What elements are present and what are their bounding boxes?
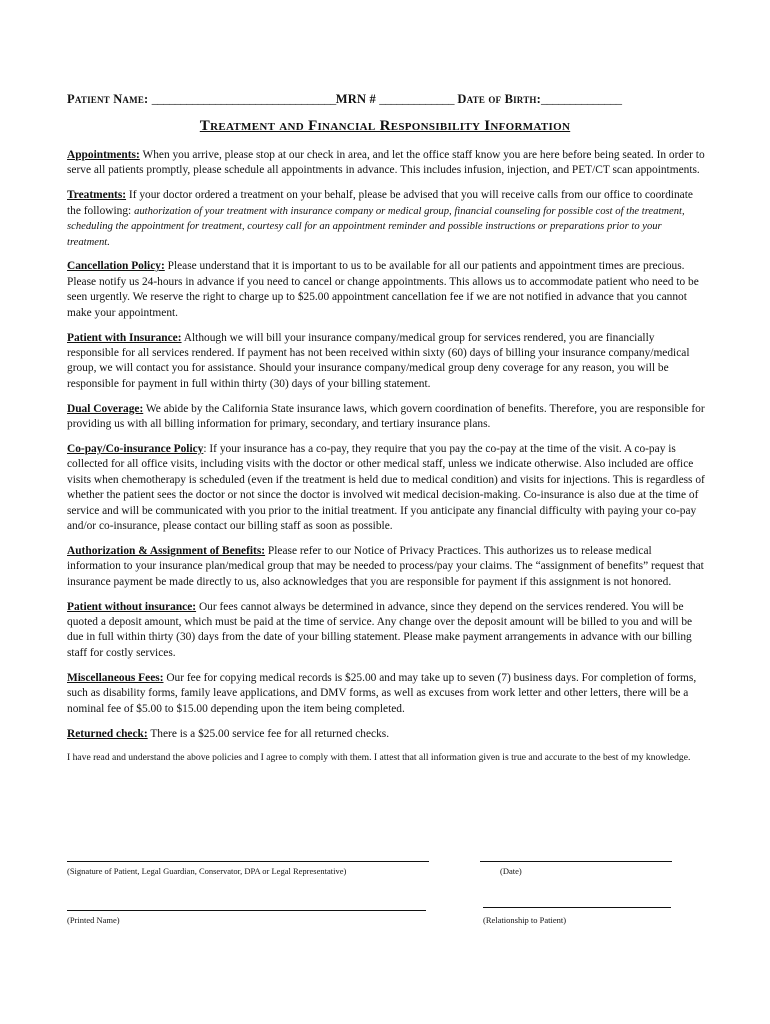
patient-info-header bbox=[67, 92, 707, 107]
treatments-italic-text: authorization of your treatment with insurance company or medical group, financial counseling for possible cost of the treatment, scheduling the appointment for treatment, courtesy call for an appointment reminder and possible instructions or preparations prior to your treatment. bbox=[67, 205, 685, 248]
dual-coverage-heading: Dual Coverage: bbox=[67, 402, 144, 415]
relationship-label: (Relationship to Patient) bbox=[483, 915, 567, 925]
copay-text: : If your insurance has a co-pay, they require that you pay the co-pay at the time of the visit. A co-pay is collected for all office visits, including visits with the doctor or other medical staff, unless we indicate otherwise. Also included are office visits when chemotherapy is scheduled (even if the treatment is held due to medical condition) and visits for injections. This is regardless of whether the patient sees the doctor or not since the doctor is involved wit medical decision-making. Co-insurance is also due at the time of service and will be communicated with you prior to the initial treatment. If you anticipate any financial difficulty with paying your co-pay and/or co-insurance, please contact our billing staff as soon as possible. bbox=[67, 443, 705, 533]
returned-check-section bbox=[67, 727, 705, 742]
patient-name-field[interactable]: ________________________________ bbox=[151, 92, 336, 106]
treatments-heading: Treatments: bbox=[67, 189, 127, 202]
copay-section bbox=[67, 442, 705, 534]
date-of-birth-label: Date of Birth: bbox=[457, 92, 541, 106]
cancellation-section bbox=[67, 259, 705, 321]
without-insurance-section bbox=[67, 600, 705, 662]
document-title: Treatment and Financial Responsibility Information bbox=[199, 118, 571, 134]
copay-heading: Co-pay/Co-insurance Policy bbox=[67, 443, 204, 455]
misc-fees-heading: Miscellaneous Fees: bbox=[67, 671, 164, 684]
patient-name-label: Patient Name: bbox=[67, 92, 149, 106]
signature-line[interactable] bbox=[67, 861, 429, 862]
treatments-section bbox=[67, 188, 705, 250]
date-label: (Date) bbox=[500, 866, 522, 876]
returned-check-heading: Returned check: bbox=[67, 727, 148, 740]
cancellation-text: Please understand that it is important to us to be available for all our patients and appointment times are precious. Please notify us 24-hours in advance if you need to cancel or change appointments. This allows us to accommodate patient who need to be seen urgently. We reserve the right to charge up to $25.00 appointment cancellation fee if we are not notified in advance that you cannot make your appointment. bbox=[67, 260, 699, 319]
appointments-text: When you arrive, please stop at our check in area, and let the office staff know you are here before being seated. In order to serve all patients promptly, please schedule all appointments in advance. This includes infusion, injection, and PET/CT scan appointments. bbox=[67, 149, 705, 177]
without-insurance-heading: Patient without insurance: bbox=[67, 600, 197, 613]
authorization-heading: Authorization & Assignment of Benefits: bbox=[67, 544, 266, 557]
misc-fees-section bbox=[67, 671, 705, 717]
without-insurance-text: Our fees cannot always be determined in advance, since they depend on the services rendered. You will be quoted a deposit amount, which must be paid at the time of service. Any change over the deposit amount will be billed to you and will be due in full within thirty (30) days from the date of your billing statement. Please make payment arrangements in advance with our billing staff for costly services. bbox=[67, 600, 693, 659]
appointments-heading: Appointments: bbox=[67, 149, 140, 161]
relationship-line[interactable] bbox=[483, 907, 671, 908]
printed-name-label: (Printed Name) bbox=[67, 915, 120, 925]
appointments-section bbox=[67, 148, 705, 179]
treatments-text: If your doctor ordered a treatment on your behalf, please be advised that you will receive calls from our office to coordinate the following: bbox=[67, 189, 693, 217]
policy-content bbox=[67, 148, 705, 775]
cancellation-heading: Cancellation Policy: bbox=[67, 260, 165, 273]
dual-coverage-section bbox=[67, 402, 705, 433]
printed-name-line[interactable] bbox=[67, 910, 426, 911]
date-of-birth-field[interactable]: ______________ bbox=[540, 92, 622, 106]
acknowledgement-statement: I have read and understand the above policies and I agree to comply with them. I attest that all information given is true and accurate to the best of my knowledge. bbox=[67, 752, 691, 764]
returned-check-text: There is a $25.00 service fee for all returned checks. bbox=[147, 727, 390, 740]
authorization-text: Please refer to our Notice of Privacy Practices. This authorizes us to release medical information to your insurance plan/medical group that may be needed to process/pay your claims. The “assignment of benefits” request that insurance payment be made directly to us, also acknowledges that you are responsible for payment if this assignment is not honored. bbox=[67, 544, 704, 588]
dual-coverage-text: We abide by the California State insurance laws, which govern coordination of benefits. Therefore, you are responsible for providing us with all billing information for primary, secondary, and tertiary insurance plans. bbox=[67, 402, 705, 431]
signature-label: (Signature of Patient, Legal Guardian, Conservator, DPA or Legal Representative) bbox=[67, 866, 347, 876]
mrn-field[interactable]: _____________ bbox=[379, 92, 455, 106]
with-insurance-section bbox=[67, 331, 705, 393]
mrn-label: MRN # bbox=[335, 92, 376, 106]
authorization-section bbox=[67, 544, 705, 590]
misc-fees-text: Our fee for copying medical records is $25.00 and may take up to seven (7) business days. For completion of forms, such as disability forms, family leave applications, and DMV forms, as well as excuses from work letter and other letters, there will be a nominal fee of $5.00 to $15.00 depending upon the item being completed. bbox=[67, 671, 697, 715]
with-insurance-heading: Patient with Insurance: bbox=[67, 331, 182, 344]
date-line[interactable] bbox=[480, 861, 672, 862]
with-insurance-text: Although we will bill your insurance company/medical group for services rendered, you are financially responsible for all services rendered. If payment has not been received within sixty (60) days of billing your insurance company/medical group, we will contact you for assistance. Should your insurance company/medical group deny coverage for any reason, you will be responsible for payment in full within thirty (30) days of your billing statement. bbox=[67, 331, 690, 390]
